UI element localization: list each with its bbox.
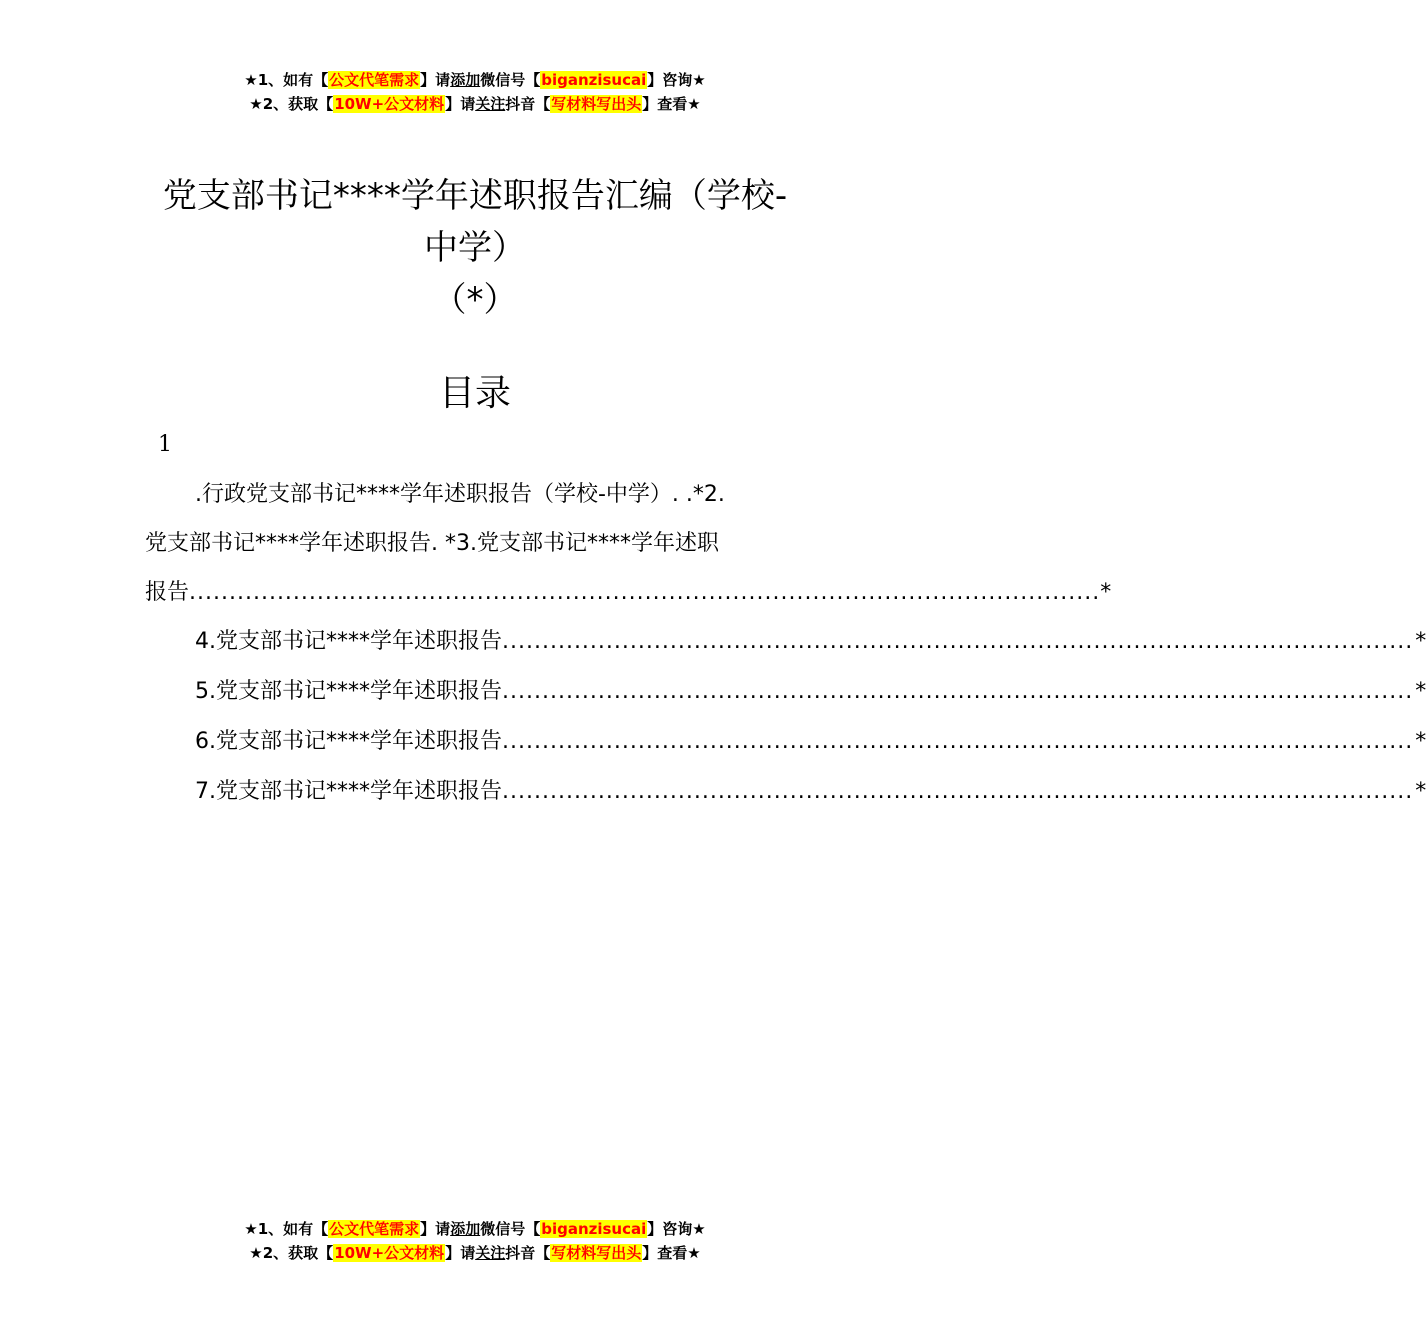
banner-text: 抖音【 [505, 95, 551, 113]
toc-page-ref: * [1415, 679, 1426, 704]
toc-row [145, 470, 807, 519]
banner-text: 】查看★ [642, 95, 701, 113]
banner-line-2 [0, 92, 950, 116]
toc-row [145, 519, 807, 568]
title-line-2: 中学） [424, 228, 526, 268]
toc-item[interactable] [145, 767, 1426, 817]
header-banner [0, 68, 950, 116]
banner-text: 】查看★ [642, 1244, 701, 1262]
toc-row-text: 报告 [145, 580, 190, 605]
toc-row-text: .行政党支部书记****学年述职报告（学校-中学）. .*2. [195, 482, 725, 507]
toc-item-label: 7.党支部书记****学年述职报告 [195, 779, 502, 804]
toc-page-ref: * [1415, 779, 1426, 804]
banner-underline: 添加 [450, 1220, 481, 1238]
banner-text: 】请 [420, 1220, 451, 1238]
title-line-1: 党支部书记****学年述职报告汇编（学校- [162, 176, 788, 216]
toc-item[interactable] [145, 667, 1426, 717]
banner-underline: 添加 [450, 71, 481, 89]
leader-dots: .................................................................................................................. [502, 779, 1414, 804]
banner-highlight: 公文代笔需求 [329, 71, 420, 89]
banner-highlight: 10W+公文材料 [334, 1244, 445, 1262]
banner-text: 抖音【 [505, 1244, 551, 1262]
leader-dots: .................................................................................................................. [189, 580, 1101, 605]
document-title [0, 170, 950, 326]
banner-text: 】咨询★ [647, 1220, 706, 1238]
toc-item-label: 5.党支部书记****学年述职报告 [195, 679, 502, 704]
banner-highlight: biganzisucai [541, 1220, 647, 1238]
toc-item-label: 4.党支部书记****学年述职报告 [195, 629, 502, 654]
footer-banner [0, 1217, 950, 1265]
banner-highlight: 10W+公文材料 [334, 95, 445, 113]
leader-dots: .................................................................................................................. [502, 679, 1414, 704]
banner-text: ★1、如有【 [244, 1220, 329, 1238]
banner-underline: 关注 [475, 1244, 506, 1262]
title-line-3: （*） [432, 280, 518, 320]
banner-text: ★1、如有【 [244, 71, 329, 89]
banner-line-1 [0, 68, 950, 92]
toc-item[interactable] [145, 617, 1426, 667]
banner-text: ★2、获取【 [249, 95, 334, 113]
toc-page-ref: * [1415, 729, 1426, 754]
toc-row-text: 党支部书记****学年述职报告. *3.党支部书记****学年述职 [145, 531, 719, 556]
page-number: 1 [158, 432, 172, 457]
leader-dots: .................................................................................................................. [502, 629, 1414, 654]
table-of-contents [145, 470, 1426, 817]
banner-highlight: biganzisucai [541, 71, 647, 89]
banner-line-1 [0, 1217, 950, 1241]
banner-highlight: 写材料写出头 [551, 1244, 642, 1262]
banner-line-2 [0, 1241, 950, 1265]
banner-highlight: 公文代笔需求 [329, 1220, 420, 1238]
banner-text: 】请 [420, 71, 451, 89]
banner-underline: 关注 [475, 95, 506, 113]
banner-text: 微信号【 [480, 71, 541, 89]
banner-highlight: 写材料写出头 [551, 95, 642, 113]
toc-heading: 目录 [438, 373, 511, 414]
banner-text: 微信号【 [480, 1220, 541, 1238]
leader-dots: .................................................................................................................. [502, 729, 1414, 754]
toc-page-ref: * [1415, 629, 1426, 654]
banner-text: ★2、获取【 [249, 1244, 334, 1262]
toc-item[interactable] [145, 717, 1426, 767]
banner-text: 】请 [445, 1244, 476, 1262]
toc-page-ref: * [1100, 580, 1112, 605]
banner-text: 】咨询★ [647, 71, 706, 89]
toc-row [145, 568, 1112, 617]
toc-item-label: 6.党支部书记****学年述职报告 [195, 729, 502, 754]
banner-text: 】请 [445, 95, 476, 113]
